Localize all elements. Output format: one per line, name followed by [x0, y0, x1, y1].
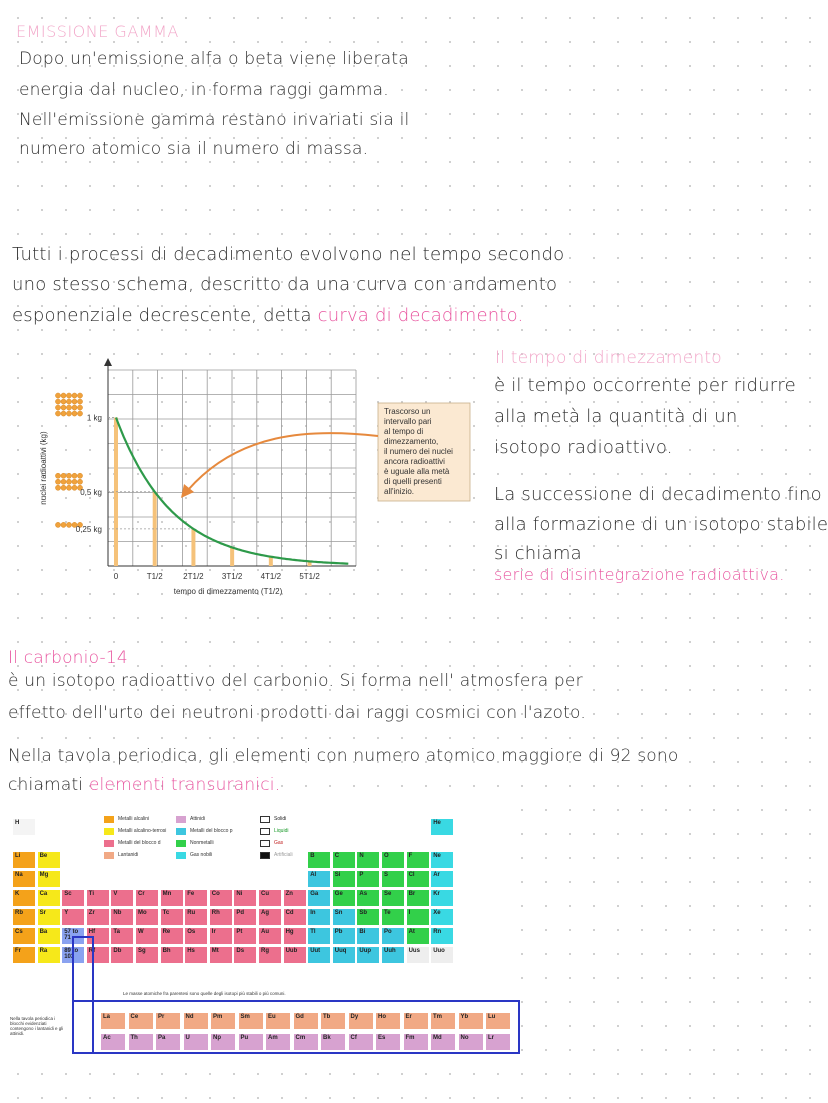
element-cell: Uuh — [381, 946, 405, 964]
nucleus-dot — [66, 393, 71, 398]
element-cell: Br — [406, 889, 430, 907]
nucleus-dot — [55, 522, 60, 527]
element-cell: 89 to 103 — [61, 946, 85, 964]
decay-bar — [269, 557, 273, 566]
element-cell: Mt — [209, 946, 233, 964]
element-cell: Sc — [61, 889, 85, 907]
nucleus-dot — [61, 411, 66, 416]
element-cell: Ba — [37, 927, 61, 945]
element-cell: F — [406, 851, 430, 869]
legend-label: Lantanidi — [118, 852, 139, 858]
decay-line-2: uno stesso schema, descritto da una curva con andamento — [12, 274, 558, 295]
legend-label: Metalli alcalini — [118, 816, 150, 822]
element-cell: Ds — [233, 946, 257, 964]
chart-grid — [108, 370, 356, 566]
element-cell: Xe — [430, 908, 454, 926]
nucleus-dot — [77, 411, 82, 416]
annotation-line: il numero dei nuclei — [384, 447, 453, 456]
element-cell: Co — [209, 889, 233, 907]
element-cell: Db — [110, 946, 134, 964]
element-cell: Ru — [184, 908, 208, 926]
y-tick-label: 0,25 kg — [75, 524, 102, 534]
element-cell: Pt — [233, 927, 257, 945]
element-cell: B — [307, 851, 331, 869]
decay-chart — [38, 358, 478, 603]
carbon-title: Il carbonio-14 — [8, 648, 128, 668]
element-cell: Fm — [403, 1033, 429, 1051]
y-tick-label: 0,5 kg — [80, 487, 102, 497]
element-cell: W — [135, 927, 159, 945]
element-cell: Zn — [283, 889, 307, 907]
element-cell: Al — [307, 870, 331, 888]
element-cell: Na — [12, 870, 36, 888]
legend-label: Metalli del blocco d — [118, 840, 161, 846]
element-cell: C — [332, 851, 356, 869]
nucleus-dot — [77, 473, 82, 478]
x-tick-label: T1/2 — [146, 572, 163, 581]
annotation-line: di quelli presenti — [384, 477, 442, 486]
annotation-line: al tempo di — [384, 427, 424, 436]
state-label: Solidi — [274, 816, 287, 822]
element-cell: Ge — [332, 889, 356, 907]
element-cell: N — [356, 851, 380, 869]
element-cell: Cd — [283, 908, 307, 926]
element-cell: Sm — [238, 1012, 264, 1030]
state-swatch — [260, 852, 270, 859]
element-cell: Lu — [485, 1012, 511, 1030]
element-cell: Cm — [293, 1033, 319, 1051]
element-cell: Mn — [160, 889, 184, 907]
periodic-table — [8, 808, 520, 1058]
element-cell: Cr — [135, 889, 159, 907]
element-cell: Rh — [209, 908, 233, 926]
element-cell: Be — [37, 851, 61, 869]
state-swatch — [260, 828, 270, 835]
element-cell: Mo — [135, 908, 159, 926]
element-cell: Tc — [160, 908, 184, 926]
element-cell: Si — [332, 870, 356, 888]
element-cell: Pa — [155, 1033, 181, 1051]
half-life-line-1: è il tempo occorrente per ridurre — [494, 375, 796, 396]
state-swatch — [260, 816, 270, 823]
transuranic-highlight: elementi transuranici. — [88, 775, 281, 795]
element-cell: Bi — [356, 927, 380, 945]
legend-swatch — [176, 816, 186, 823]
legend-swatch — [104, 852, 114, 859]
element-cell: Rn — [430, 927, 454, 945]
nucleus-dot — [72, 393, 77, 398]
state-label: Artificiali — [274, 852, 293, 858]
state-label: Gas — [274, 840, 284, 846]
element-cell: Uuq — [332, 946, 356, 964]
element-cell: Zr — [86, 908, 110, 926]
nucleus-dot — [55, 405, 60, 410]
element-cell: Sr — [37, 908, 61, 926]
element-cell: H — [12, 818, 36, 836]
legend-swatch — [104, 816, 114, 823]
decay-bar — [230, 547, 234, 566]
nucleus-dot — [72, 485, 77, 490]
element-cell: Au — [258, 927, 282, 945]
element-cell: Fe — [184, 889, 208, 907]
gamma-line-4: numero atomico sia il numero di massa. — [19, 139, 369, 159]
annotation-arrow — [188, 433, 378, 490]
element-cell: Uut — [307, 946, 331, 964]
element-cell: Pu — [238, 1033, 264, 1051]
element-cell: Cu — [258, 889, 282, 907]
element-cell: 57 to 71 — [61, 927, 85, 945]
periodic-side-note: Nella tavola periodica i blocchi evidenziati contengono i lantanidi e gli attinidi. — [10, 1016, 64, 1036]
element-cell: I — [406, 908, 430, 926]
carbon-line-2: effetto dell'urto dei neutroni prodotti dai raggi cosmici con l'azoto. — [8, 703, 586, 723]
nucleus-dot — [55, 393, 60, 398]
nucleus-dot — [61, 479, 66, 484]
nucleus-dot — [72, 479, 77, 484]
element-cell: No — [458, 1033, 484, 1051]
element-cell: Li — [12, 851, 36, 869]
element-cell: P — [356, 870, 380, 888]
element-cell: Cs — [12, 927, 36, 945]
element-cell: Th — [128, 1033, 154, 1051]
nucleus-dot — [66, 399, 71, 404]
nucleus-dot — [66, 485, 71, 490]
annotation-line: all'inizio. — [384, 487, 414, 496]
element-cell: Os — [184, 927, 208, 945]
element-cell: Po — [381, 927, 405, 945]
element-cell: Pd — [233, 908, 257, 926]
element-cell: Sg — [135, 946, 159, 964]
element-cell: Hf — [86, 927, 110, 945]
nucleus-dot — [77, 405, 82, 410]
y-tick-label: 1 kg — [86, 413, 102, 423]
nucleus-dot — [61, 522, 66, 527]
legend-swatch — [176, 828, 186, 835]
element-cell: Te — [381, 908, 405, 926]
element-cell: Pm — [210, 1012, 236, 1030]
element-cell: Ac — [100, 1033, 126, 1051]
element-cell: Sb — [356, 908, 380, 926]
nucleus-dot — [61, 399, 66, 404]
nucleus-dot — [61, 485, 66, 490]
element-cell: Bk — [320, 1033, 346, 1051]
legend-label: Metalli alcalino-terrosi — [118, 828, 167, 834]
element-cell: Am — [265, 1033, 291, 1051]
x-tick-label: 4T1/2 — [260, 572, 282, 581]
element-cell: Uup — [356, 946, 380, 964]
element-cell: Ca — [37, 889, 61, 907]
decay-highlight: curva di decadimento. — [317, 305, 524, 326]
legend-label: Attinidi — [190, 816, 206, 822]
nucleus-dot — [55, 399, 60, 404]
annotation-line: Trascorso un — [384, 407, 431, 416]
nucleus-dot — [55, 473, 60, 478]
element-cell: Ho — [375, 1012, 401, 1030]
element-cell: Ce — [128, 1012, 154, 1030]
nucleus-dot — [72, 411, 77, 416]
series-line-1: La successione di decadimento fino — [494, 484, 822, 505]
element-cell: Md — [430, 1033, 456, 1051]
element-cell: Sn — [332, 908, 356, 926]
nucleus-dot — [66, 479, 71, 484]
element-cell: Pb — [332, 927, 356, 945]
series-highlight: serie di disintegrazione radioattiva. — [494, 565, 785, 584]
legend-swatch — [104, 840, 114, 847]
gamma-line-3: Nell'emissione gamma restano invariati sia il — [19, 110, 410, 130]
y-axis-label: nuclei radioattivi (kg) — [39, 431, 48, 505]
x-tick-label: 5T1/2 — [299, 572, 320, 581]
half-life-title: Il tempo di dimezzamento — [495, 348, 722, 368]
gamma-line-1: Dopo un'emissione alfa o beta viene liberata — [19, 49, 409, 69]
element-cell: Y — [61, 908, 85, 926]
nucleus-dot — [66, 405, 71, 410]
decay-line-3-text: esponenziale decrescente, detta — [12, 305, 312, 326]
decay-line-1: Tutti i processi di decadimento evolvono nel tempo secondo — [12, 244, 565, 265]
element-cell: Pr — [155, 1012, 181, 1030]
nucleus-dot — [72, 473, 77, 478]
element-cell: Cl — [406, 870, 430, 888]
element-cell: Ag — [258, 908, 282, 926]
element-cell: V — [110, 889, 134, 907]
nucleus-dot — [61, 473, 66, 478]
nucleus-dot — [66, 522, 71, 527]
annotation-line: dimezzamento, — [384, 437, 439, 446]
annotation-line: intervallo pari — [384, 417, 432, 426]
element-cell: He — [430, 818, 454, 836]
series-line-2: alla formazione di un isotopo stabile — [494, 514, 828, 535]
half-life-line-2: alla metà la quantità di un — [494, 406, 738, 427]
element-cell: Eu — [265, 1012, 291, 1030]
state-swatch — [260, 840, 270, 847]
element-cell: U — [183, 1033, 209, 1051]
nucleus-dot — [61, 405, 66, 410]
element-cell: O — [381, 851, 405, 869]
element-cell: Ne — [430, 851, 454, 869]
element-cell: Re — [160, 927, 184, 945]
decay-line-3 — [12, 305, 523, 326]
nucleus-dot — [66, 473, 71, 478]
element-cell: Tl — [307, 927, 331, 945]
element-cell: Ir — [209, 927, 233, 945]
element-cell: Nd — [183, 1012, 209, 1030]
element-cell: Lr — [485, 1033, 511, 1051]
transuranic-line-2 — [8, 775, 280, 795]
element-cell: Hg — [283, 927, 307, 945]
legend-label: Metalli del blocco p — [190, 828, 233, 834]
element-cell: Mg — [37, 870, 61, 888]
legend-swatch — [104, 828, 114, 835]
element-cell: Se — [381, 889, 405, 907]
carbon-line-1: è un isotopo radioattivo del carbonio. Si forma nell' atmosfera per — [8, 671, 583, 691]
element-cell: K — [12, 889, 36, 907]
decay-bar — [191, 529, 195, 566]
element-cell: Er — [403, 1012, 429, 1030]
legend-swatch — [176, 840, 186, 847]
element-cell: Np — [210, 1033, 236, 1051]
element-cell: Ra — [37, 946, 61, 964]
element-cell: At — [406, 927, 430, 945]
nucleus-dot — [66, 411, 71, 416]
state-label: Liquidi — [274, 828, 289, 834]
element-cell: Ta — [110, 927, 134, 945]
element-cell: Hs — [184, 946, 208, 964]
element-cell: Ti — [86, 889, 110, 907]
gamma-title: EMISSIONE GAMMA — [16, 22, 179, 41]
nucleus-dot — [77, 479, 82, 484]
nucleus-dot — [77, 399, 82, 404]
element-cell: Fr — [12, 946, 36, 964]
x-axis-label: tempo di dimezzamento (T1/2) — [173, 587, 283, 596]
transuranic-line-1: Nella tavola periodica, gli elementi con numero atomico maggiore di 92 sono — [8, 746, 679, 766]
legend-label: Gas nobili — [190, 852, 213, 858]
element-cell: Rb — [12, 908, 36, 926]
element-cell: As — [356, 889, 380, 907]
periodic-note: Le masse atomiche fra parentesi sono quelle degli isotopi più stabili o più comuni. — [123, 991, 286, 996]
element-cell: In — [307, 908, 331, 926]
element-cell: Rg — [258, 946, 282, 964]
legend-label: Nonmetalli — [190, 840, 214, 846]
element-cell: Kr — [430, 889, 454, 907]
nucleus-dot — [61, 393, 66, 398]
element-cell: Dy — [348, 1012, 374, 1030]
y-axis-arrow — [104, 358, 112, 366]
element-cell: Rf — [86, 946, 110, 964]
nucleus-dot — [72, 405, 77, 410]
element-cell: Uus — [406, 946, 430, 964]
element-cell: Uub — [283, 946, 307, 964]
element-cell: Es — [375, 1033, 401, 1051]
element-cell: Gd — [293, 1012, 319, 1030]
transuranic-text: chiamati — [8, 775, 84, 795]
element-cell: Cf — [348, 1033, 374, 1051]
element-cell: Yb — [458, 1012, 484, 1030]
legend-swatch — [176, 852, 186, 859]
element-cell: Ga — [307, 889, 331, 907]
annotation-line: è uguale alla metà — [384, 467, 450, 476]
nucleus-dot — [77, 393, 82, 398]
x-tick-label: 3T1/2 — [221, 572, 243, 581]
x-tick-label: 2T1/2 — [183, 572, 204, 581]
nucleus-dot — [55, 479, 60, 484]
element-cell: Bh — [160, 946, 184, 964]
half-life-line-3: isotopo radioattivo. — [494, 437, 673, 458]
element-cell: Ni — [233, 889, 257, 907]
gamma-line-2: energia dal nucleo, in forma raggi gamma. — [19, 80, 389, 100]
nucleus-dot — [72, 399, 77, 404]
f-block-outline-main — [72, 1000, 520, 1054]
element-cell: La — [100, 1012, 126, 1030]
x-tick-label: 0 — [113, 572, 119, 581]
element-cell: Tm — [430, 1012, 456, 1030]
element-cell: Tb — [320, 1012, 346, 1030]
nucleus-dot — [55, 411, 60, 416]
element-cell: Uuo — [430, 946, 454, 964]
series-line-3: si chiama — [494, 543, 582, 564]
element-cell: Nb — [110, 908, 134, 926]
nucleus-dot — [55, 485, 60, 490]
element-cell: S — [381, 870, 405, 888]
element-cell: Ar — [430, 870, 454, 888]
annotation-line: ancora radioattivi — [384, 457, 445, 466]
